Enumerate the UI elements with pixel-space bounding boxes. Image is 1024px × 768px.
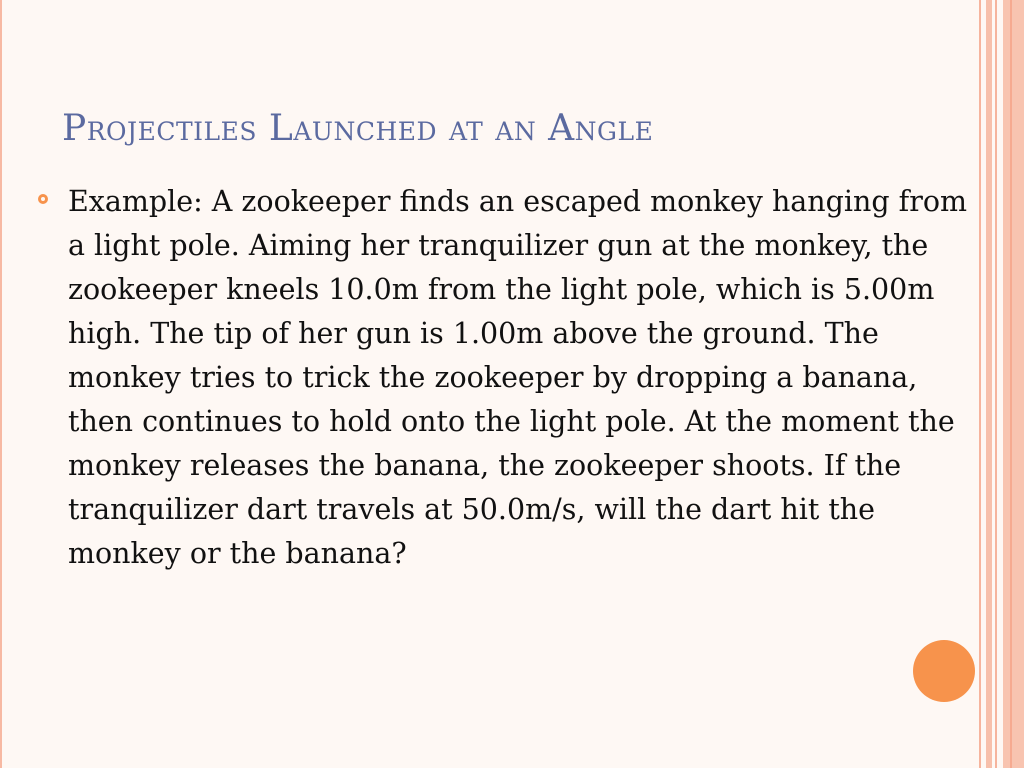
edge-stripe bbox=[1010, 0, 1012, 768]
bullet-text: Example: A zookeeper finds an escaped monkey hanging from a light pole. Aiming her tranquilizer gun at the monkey, the zookeeper kneels 10.0m from the light pole, which is 5.00m high. The tip of her gun is 1.00m above the ground. The monkey tries to trick the zookeeper by dropping a banana, then continues to hold onto the light pole. At the moment the monkey releases the banana, the zookeeper shoots. If the tranquilizer dart travels at 50.0m/s, will the dart hit the monkey or the banana? bbox=[68, 185, 968, 570]
edge-stripe bbox=[979, 0, 981, 768]
bullet-circle-icon bbox=[38, 194, 48, 204]
slide-title: Projectiles Launched at an Angle bbox=[62, 108, 654, 149]
edge-stripe bbox=[986, 0, 992, 768]
decorative-circle-icon bbox=[913, 640, 975, 702]
edge-stripe bbox=[1003, 0, 1024, 768]
bullet-item bbox=[38, 180, 978, 576]
edge-stripe bbox=[995, 0, 997, 768]
